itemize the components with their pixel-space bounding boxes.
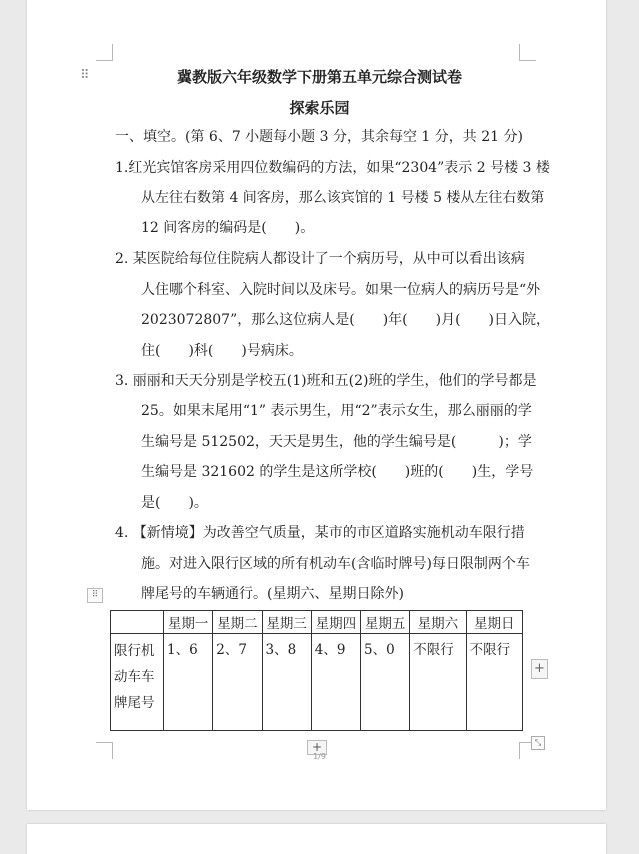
table-header-cell: 星期五 <box>361 611 410 634</box>
question-2-line-3: 2023072807”，那么这位病人是( )年( )月( )日入院， <box>141 312 550 328</box>
table-cell: 2、7 <box>213 634 262 731</box>
table-header-cell: 星期四 <box>311 611 360 634</box>
add-row-button[interactable]: + <box>307 740 327 755</box>
question-1-line-2: 从左往右数第 4 间客房，那么该宾馆的 1 号楼 5 楼从左往右数第 <box>141 190 545 206</box>
margin-corner-top-right <box>519 44 536 61</box>
table-cell: 1、6 <box>164 634 213 731</box>
question-4-line-3: 牌尾号的车辆通行。(星期六、星期日除外) <box>141 586 404 602</box>
table-move-handle-icon[interactable]: ⠿ <box>87 588 103 603</box>
table-header-cell: 星期日 <box>466 611 522 634</box>
row-label-cell <box>111 634 164 731</box>
add-column-button[interactable]: + <box>531 659 548 679</box>
page-subtitle: 探索乐园 <box>289 99 350 117</box>
question-2-line-2: 人住哪个科室、入院时间以及床号。如果一位病人的病历号是“外 <box>141 282 541 298</box>
table-header-row <box>111 611 523 634</box>
question-4-line-2: 施。对进入限行区域的所有机动车(含临时牌号)每日限制两个车 <box>141 556 530 572</box>
question-3-line-3: 生编号是 512502，天天是男生，他的学生编号是( )；学 <box>141 434 532 450</box>
next-page <box>27 824 606 854</box>
table-cell: 不限行 <box>466 634 522 731</box>
table-header-cell: 星期一 <box>164 611 213 634</box>
drag-handle-icon[interactable]: ⠿ <box>80 68 90 83</box>
row-label-line: 限行机 <box>114 643 155 659</box>
page-title: 冀教版六年级数学下册第五单元综合测试卷 <box>176 68 462 86</box>
question-3-line-5: 是( )。 <box>141 495 208 511</box>
license-plate-restriction-table <box>110 610 523 731</box>
table-header-cell: 星期三 <box>262 611 311 634</box>
table-header-cell: 星期二 <box>213 611 262 634</box>
question-2-line-4: 住( )科( )号病床。 <box>141 343 303 359</box>
section-heading: 一、填空。(第 6、7 小题每小题 3 分，其余每空 1 分，共 21 分) <box>115 129 523 145</box>
table-cell: 5、0 <box>361 634 410 731</box>
question-3-line-4: 生编号是 321602 的学生是这所学校( )班的( )生，学号 <box>141 464 534 480</box>
row-label-line: 牌尾号 <box>114 695 155 711</box>
table-header-cell <box>111 611 164 634</box>
question-1-line-3: 12 间客房的编码是( )。 <box>141 220 315 236</box>
table-cell: 4、9 <box>311 634 360 731</box>
row-label-line: 动车车 <box>114 669 155 685</box>
table-cell: 不限行 <box>410 634 466 731</box>
question-1-line-1: 1.红光宾馆客房采用四位数编码的方法，如果“2304”表示 2 号楼 3 楼 <box>115 160 550 176</box>
question-3-line-1: 3. 丽丽和天天分别是学校五(1)班和五(2)班的学生，他们的学号都是 <box>115 373 537 389</box>
table-header-cell: 星期六 <box>410 611 466 634</box>
margin-corner-top-left <box>96 44 113 61</box>
question-3-line-2: 25。如果末尾用“1” 表示男生，用“2”表示女生，那么丽丽的学 <box>141 403 532 419</box>
question-2-line-1: 2. 某医院给每位住院病人都设计了一个病历号，从中可以看出该病 <box>115 251 525 267</box>
table-row <box>111 634 523 731</box>
page-number: 1/9 <box>313 752 326 761</box>
table-resize-icon[interactable]: ⤡ <box>531 736 545 750</box>
table-cell: 3、8 <box>262 634 311 731</box>
question-4-line-1: 4. 【新情境】为改善空气质量，某市的市区道路实施机动车限行措 <box>115 525 525 541</box>
